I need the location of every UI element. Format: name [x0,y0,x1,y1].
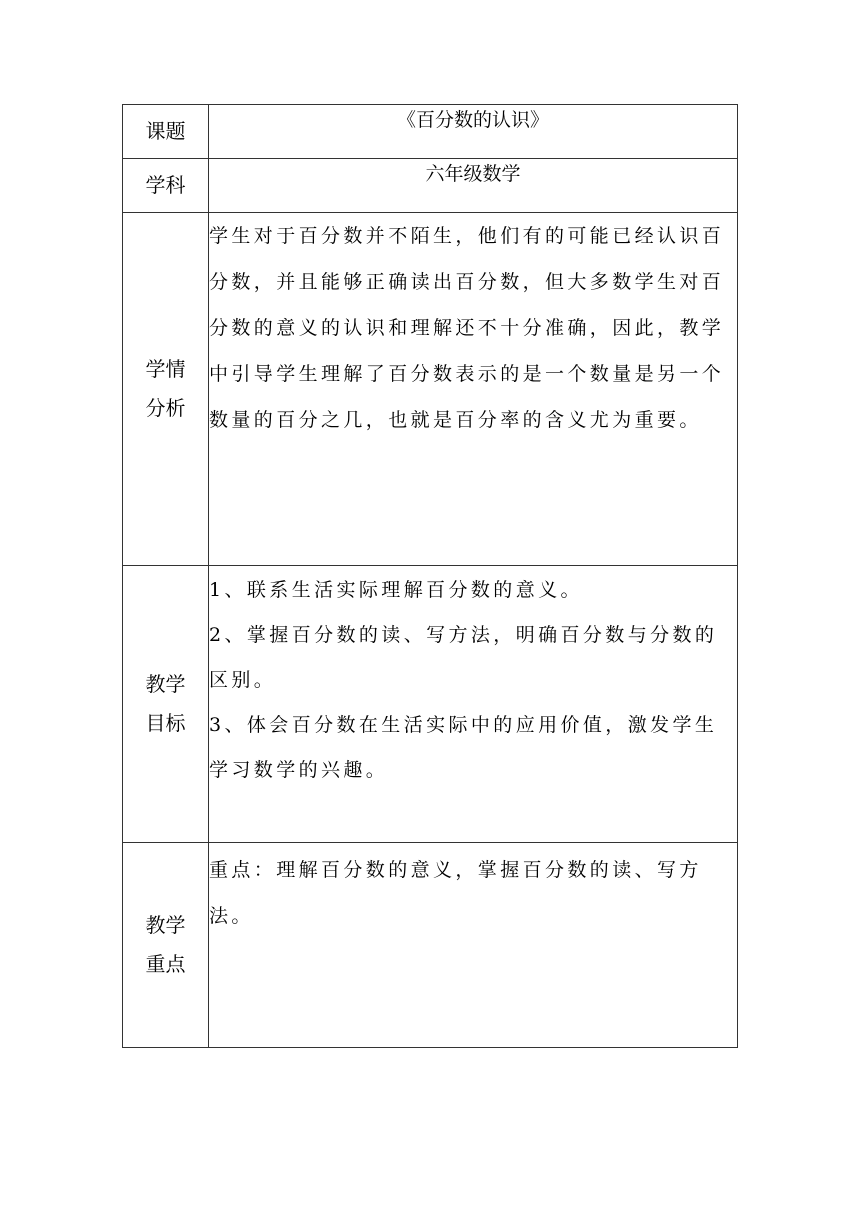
table-row [123,566,738,843]
lesson-plan-table [122,104,738,1048]
goal-item: 3、体会百分数在生活实际中的应用价值，激发学生学习数学的兴趣。 [209,714,718,781]
label-line: 教学 [145,672,186,696]
teaching-goals-label [123,566,209,843]
label-line: 教学 [145,913,186,937]
table-row [123,213,738,566]
table-row [123,105,738,159]
topic-value: 《百分数的认识》 [209,105,738,159]
key-points-text: 重点：理解百分数的意义，掌握百分数的读、写方法。 [209,843,738,1048]
table-row [123,843,738,1048]
label-line: 重点 [145,952,186,976]
subject-value: 六年级数学 [209,159,738,213]
goal-item: 2、掌握百分数的读、写方法，明确百分数与分数的区别。 [209,624,718,691]
label-line: 学情 [145,357,186,381]
topic-label: 课题 [123,105,209,159]
label-line: 目标 [145,711,186,735]
label-line: 分析 [145,396,186,420]
key-points-label [123,843,209,1048]
learner-analysis-label [123,213,209,566]
goal-item: 1、联系生活实际理解百分数的意义。 [209,579,583,601]
subject-label: 学科 [123,159,209,213]
teaching-goals-list [209,566,738,843]
learner-analysis-text: 学生对于百分数并不陌生，他们有的可能已经认识百分数，并且能够正确读出百分数，但大多数学生对百分数的意义的认识和理解还不十分准确，因此，教学中引导学生理解了百分数表示的是一个数量是另一个数量的百分之几，也就是百分率的含义尤为重要。 [209,213,738,566]
table-row [123,159,738,213]
